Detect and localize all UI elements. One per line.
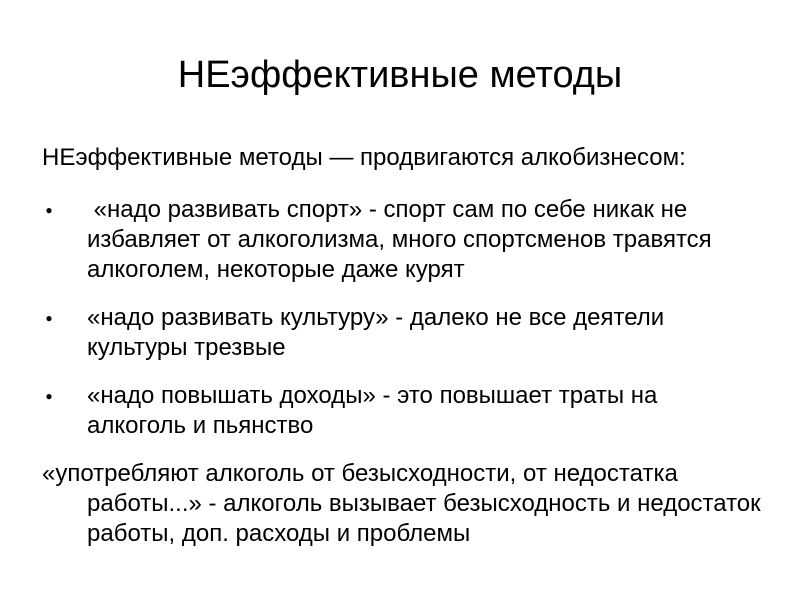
bullet-item-culture bbox=[42, 303, 762, 363]
intro-paragraph: НЕэффективные методы — продвигаются алкобизнесом: bbox=[42, 144, 686, 171]
bullet-item-sport bbox=[42, 195, 762, 285]
bullet-dot-icon: ● bbox=[45, 389, 53, 403]
slide-body bbox=[42, 143, 762, 549]
bullet-text: «надо развивать спорт» - спорт сам по себе никак не избавляет от алкоголизма, много спортсменов травятся алкоголем, некоторые даже курят bbox=[87, 196, 719, 283]
bullet-dot-icon: ● bbox=[45, 203, 53, 217]
bullet-dot-icon: ● bbox=[45, 311, 53, 325]
bullet-list bbox=[42, 195, 762, 441]
bullet-text: «надо развивать культуру» - далеко не все деятели культуры трезвые bbox=[87, 304, 665, 361]
slide-title: НЕэффективные методы bbox=[177, 54, 623, 96]
bullet-text: «надо повышать доходы» - это повышает траты на алкоголь и пьянство bbox=[87, 382, 658, 439]
bullet-item-income bbox=[42, 381, 762, 441]
outro-paragraph: «употребляют алкоголь от безысходности, от недостатка работы...» - алкоголь вызывает безысходность и недостаток работы, доп. расходы и проблемы bbox=[42, 460, 761, 547]
